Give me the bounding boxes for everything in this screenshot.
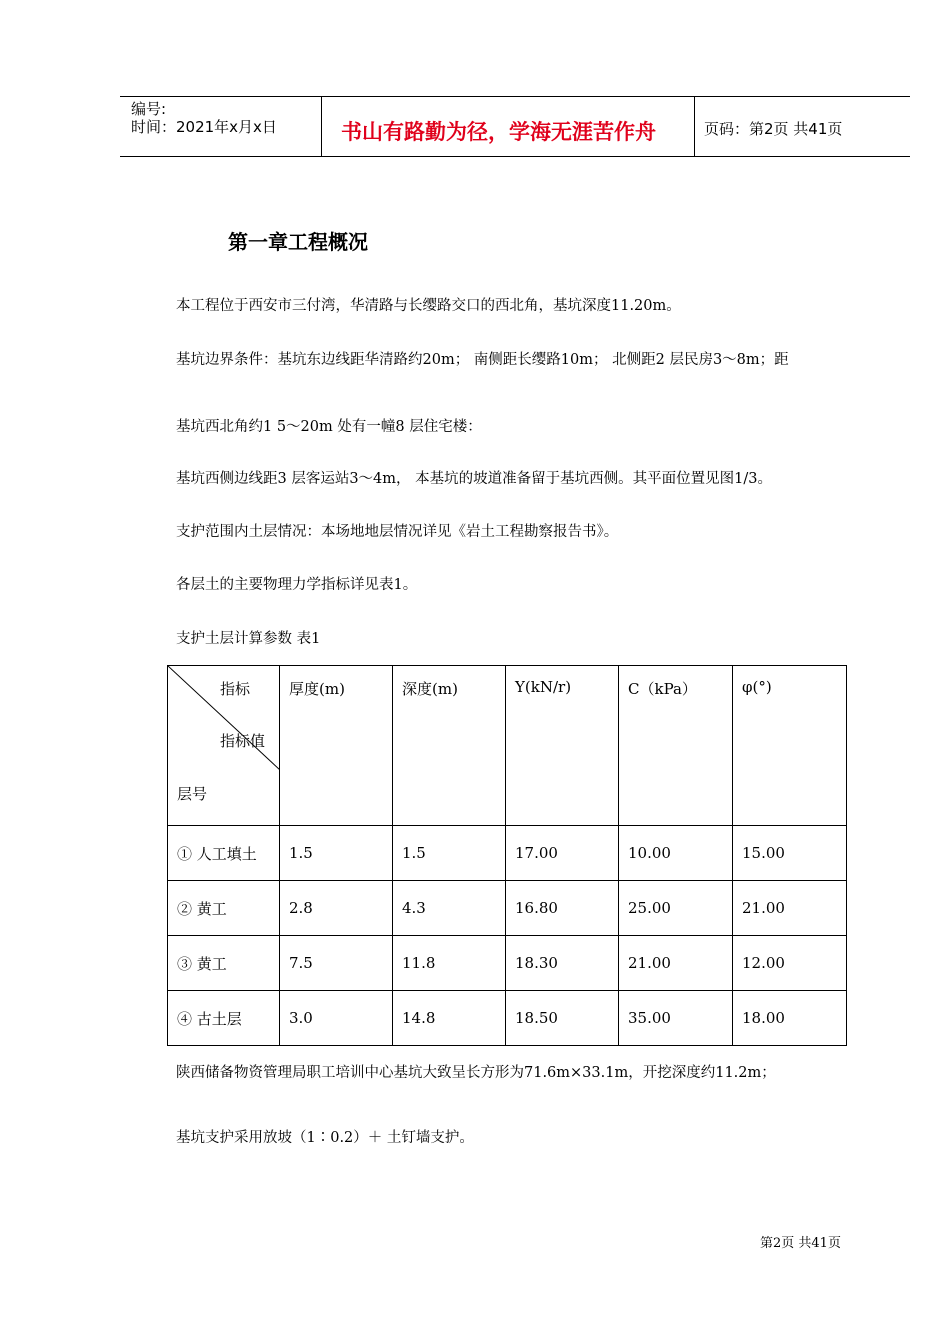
corner-label-indicator-value: 指标值 xyxy=(220,732,266,750)
header-divider-2 xyxy=(694,96,695,157)
layer-name-cell: ④ 古土层 xyxy=(168,991,280,1046)
header-top-rule xyxy=(120,96,910,97)
column-header: φ(°) xyxy=(733,666,847,826)
table-cell: 11.8 xyxy=(393,936,506,991)
table-cell: 18.50 xyxy=(506,991,619,1046)
table-cell: 35.00 xyxy=(619,991,733,1046)
layer-name-cell: ③ 黄工 xyxy=(168,936,280,991)
table-cell: 18.00 xyxy=(733,991,847,1046)
table-cell: 7.5 xyxy=(280,936,393,991)
table-cell: 1.5 xyxy=(280,826,393,881)
table-row xyxy=(168,991,847,1046)
column-header: 深度(m) xyxy=(393,666,506,826)
table-row xyxy=(168,936,847,991)
header-divider-1 xyxy=(321,96,322,157)
table-cell: 4.3 xyxy=(393,881,506,936)
table-cell: 17.00 xyxy=(506,826,619,881)
layer-name-cell: ① 人工填土 xyxy=(168,826,280,881)
table-header-row xyxy=(168,666,847,826)
table-cell: 12.00 xyxy=(733,936,847,991)
paragraph-northwest: 基坑西北角约1 5～20m 处有一幢8 层住宅楼： xyxy=(176,419,482,435)
paragraph-soil-conditions: 支护范围内土层情况：本场地地层情况详见《岩土工程勘察报告书》。 xyxy=(176,524,619,540)
layer-name-cell: ② 黄工 xyxy=(168,881,280,936)
table-row xyxy=(168,881,847,936)
soil-parameter-table xyxy=(167,665,847,1046)
corner-label-layer: 层号 xyxy=(177,785,208,803)
table-cell: 21.00 xyxy=(733,881,847,936)
header-bottom-rule xyxy=(120,156,910,157)
paragraph-west-side: 基坑西侧边线距3 层客运站3～4m， 本基坑的坡道准备留于基坑西侧。其平面位置见图1/3。 xyxy=(176,471,772,487)
header-page-number: 页码：第2页 共41页 xyxy=(704,120,843,138)
document-time: 时间：2021年x月x日 xyxy=(131,118,277,136)
table-cell: 1.5 xyxy=(393,826,506,881)
header-motto: 书山有路勤为径，学海无涯苦作舟 xyxy=(341,120,656,144)
table-corner-cell xyxy=(168,666,280,826)
table-cell: 2.8 xyxy=(280,881,393,936)
column-header: Y(kN/r) xyxy=(506,666,619,826)
table-cell: 18.30 xyxy=(506,936,619,991)
table-cell: 16.80 xyxy=(506,881,619,936)
table-caption: 支护土层计算参数 表1 xyxy=(176,631,321,647)
column-header: 厚度(m) xyxy=(280,666,393,826)
column-header: C（kPa） xyxy=(619,666,733,826)
table-cell: 3.0 xyxy=(280,991,393,1046)
document-number-label: 编号: xyxy=(131,100,167,118)
table-cell: 21.00 xyxy=(619,936,733,991)
corner-label-indicator: 指标 xyxy=(220,680,251,698)
table-cell: 15.00 xyxy=(733,826,847,881)
paragraph-table-reference: 各层土的主要物理力学指标详见表1。 xyxy=(176,577,418,593)
paragraph-support-method: 基坑支护采用放坡（1∶0.2）＋ 土钉墙支护。 xyxy=(176,1130,474,1146)
paragraph-location: 本工程位于西安市三付湾，华清路与长缨路交口的西北角，基坑深度11.20m。 xyxy=(176,298,681,314)
footer-page-number: 第2页 共41页 xyxy=(760,1236,841,1251)
table-cell: 10.00 xyxy=(619,826,733,881)
table-row xyxy=(168,826,847,881)
paragraph-pit-dimensions: 陕西储备物资管理局职工培训中心基坑大致呈长方形为71.6m×33.1m，开挖深度约11.2m； xyxy=(176,1065,776,1081)
table-cell: 25.00 xyxy=(619,881,733,936)
paragraph-boundary: 基坑边界条件：基坑东边线距华清路约20m； 南侧距长缨路10m； 北侧距2 层民房3～8m；距 xyxy=(176,352,789,368)
table-cell: 14.8 xyxy=(393,991,506,1046)
chapter-title: 第一章工程概况 xyxy=(228,230,368,254)
